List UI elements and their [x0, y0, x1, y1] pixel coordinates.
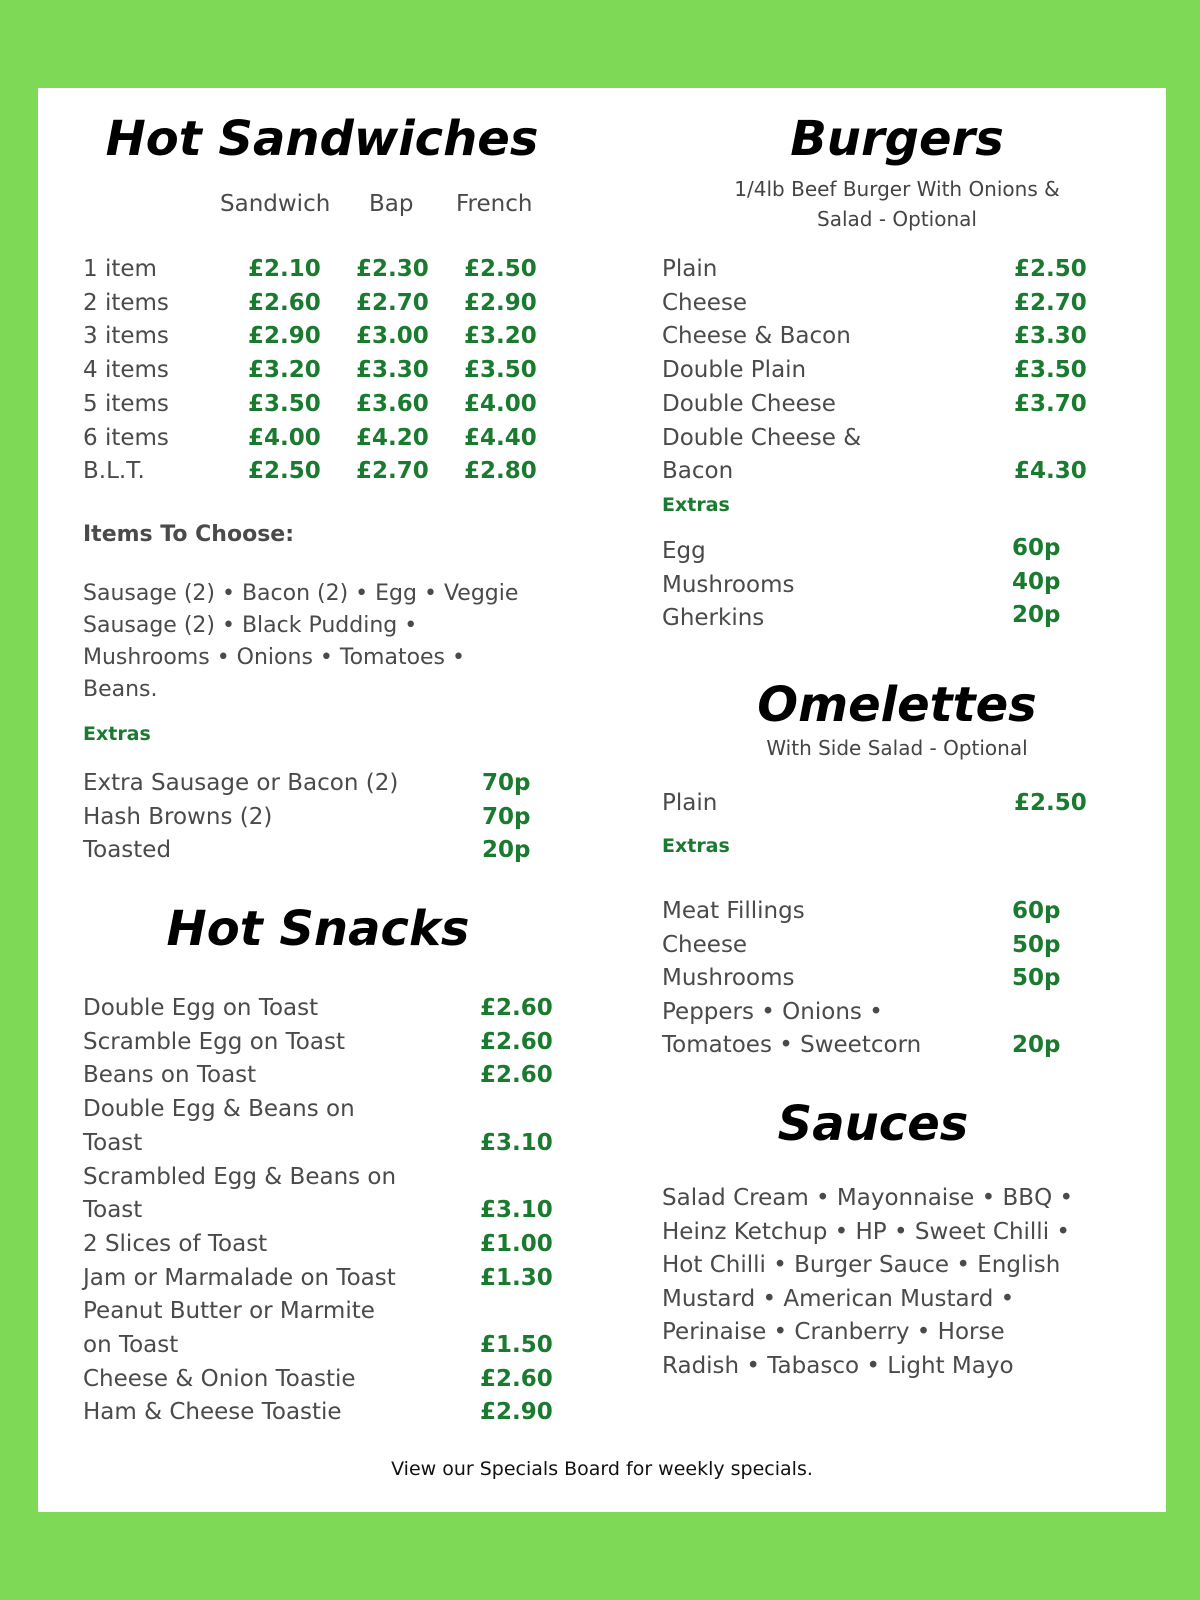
snack-item-label: Scrambled Egg & Beans on: [83, 1163, 397, 1190]
sandwich-row-label: 4 items: [83, 357, 169, 384]
burger-extra-label: Mushrooms: [662, 571, 795, 598]
menu-card: [38, 88, 1166, 1512]
burger-item-label: Double Cheese &: [662, 424, 862, 451]
burger-item-label: Bacon: [662, 458, 734, 485]
snack-item-price: £2.60: [480, 1062, 553, 1089]
burger-item-price: £3.70: [1014, 390, 1087, 417]
sandwich-row-price: £2.70: [356, 458, 429, 485]
burgers-subtitle: [628, 174, 1166, 234]
snack-item-label: 2 Slices of Toast: [83, 1230, 268, 1257]
omelette-item-price: £2.50: [1014, 790, 1087, 816]
snack-item-label: Beans on Toast: [83, 1062, 257, 1089]
sauce-line: Hot Chilli • Burger Sauce • English: [662, 1252, 1061, 1279]
sauces-title: Sauces: [777, 1096, 969, 1152]
sandwich-row-price: £3.00: [356, 323, 429, 350]
omelettes-title: Omelettes: [757, 677, 1037, 733]
omelette-extra-label: Mushrooms: [662, 965, 795, 991]
snack-item-label: Peanut Butter or Marmite: [83, 1298, 375, 1325]
sandwich-row-price: £2.80: [464, 458, 537, 485]
sandwich-row-price: £2.70: [356, 289, 429, 316]
burgers-title: Burgers: [790, 111, 1004, 167]
sandwich-row-price: £3.60: [356, 390, 429, 417]
items-to-choose-line: Sausage (2) • Bacon (2) • Egg • Veggie: [83, 581, 519, 606]
burger-extra-price: 20p: [1012, 602, 1061, 628]
items-to-choose-line: Sausage (2) • Black Pudding •: [83, 613, 418, 638]
column-header-bap: Bap: [369, 191, 414, 217]
omelette-extra-price: 50p: [1012, 965, 1061, 991]
sandwich-row-price: £2.90: [248, 323, 321, 350]
snack-item-label: Toast: [83, 1197, 143, 1224]
sandwich-row-label: 5 items: [83, 390, 169, 417]
snack-item-label: Toast: [83, 1129, 143, 1156]
omelette-item-label: Plain: [662, 790, 718, 816]
sandwich-row-price: £4.00: [248, 424, 321, 451]
snack-item-label: Double Egg on Toast: [83, 995, 319, 1021]
omelette-extra-label: Tomatoes • Sweetcorn: [662, 1032, 922, 1058]
burger-extra-price: 60p: [1012, 535, 1061, 561]
sandwich-row-price: £3.30: [356, 357, 429, 384]
sandwich-row-price: £2.50: [464, 256, 537, 282]
burger-extra-price: 40p: [1012, 568, 1061, 595]
sandwich-row-price: £3.50: [464, 357, 537, 384]
snack-item-label: Double Egg & Beans on: [83, 1096, 355, 1123]
items-to-choose-line: Beans.: [83, 677, 158, 702]
sauce-line: Perinaise • Cranberry • Horse: [662, 1319, 1005, 1346]
burger-item-price: £2.70: [1014, 289, 1087, 316]
snack-item-price: £1.00: [480, 1230, 553, 1257]
sandwich-row-label: 3 items: [83, 323, 169, 350]
omelette-extra-label: Cheese: [662, 931, 748, 958]
column-header-sandwich: Sandwich: [220, 191, 331, 217]
sauce-line: Heinz Ketchup • HP • Sweet Chilli •: [662, 1218, 1070, 1245]
sandwich-row-label: B.L.T.: [83, 458, 145, 485]
burger-extras-label: Extras: [662, 494, 730, 516]
sandwich-row-price: £2.10: [248, 256, 321, 282]
sandwich-extra-label: Hash Browns (2): [83, 803, 273, 830]
burger-item-price: £3.30: [1014, 323, 1087, 350]
snack-item-label: Ham & Cheese Toastie: [83, 1399, 342, 1426]
sauce-line: Mustard • American Mustard •: [662, 1285, 1015, 1312]
items-to-choose-line: Mushrooms • Onions • Tomatoes •: [83, 645, 465, 670]
sandwich-row-price: £3.20: [248, 357, 321, 384]
burger-item-price: £4.30: [1014, 458, 1087, 485]
snack-item-price: £1.30: [480, 1264, 553, 1291]
burgers-subtitle-line: Salad - Optional: [817, 207, 977, 231]
hot-snacks-title: Hot Snacks: [166, 901, 470, 957]
sandwich-row-price: £2.60: [248, 289, 321, 316]
sauce-line: Salad Cream • Mayonnaise • BBQ •: [662, 1185, 1074, 1211]
sandwich-extras-label: Extras: [83, 723, 151, 745]
snack-item-price: £2.90: [480, 1399, 553, 1426]
snack-item-price: £3.10: [480, 1129, 553, 1156]
burger-item-label: Cheese & Bacon: [662, 323, 851, 350]
sandwich-extra-price: 20p: [482, 837, 531, 863]
sandwich-row-price: £4.40: [464, 424, 537, 451]
snack-item-label: on Toast: [83, 1332, 179, 1358]
snack-item-price: £2.60: [480, 1028, 553, 1055]
sandwich-extra-label: Extra Sausage or Bacon (2): [83, 770, 399, 796]
sandwich-extra-label: Toasted: [83, 837, 172, 863]
hot-sandwiches-title: Hot Sandwiches: [105, 111, 539, 167]
burger-item-price: £2.50: [1014, 256, 1087, 282]
items-to-choose-heading: Items To Choose:: [83, 522, 295, 547]
snack-item-price: £2.60: [480, 995, 553, 1021]
omelette-extra-label: Peppers • Onions •: [662, 998, 883, 1025]
burger-extra-label: Egg: [662, 538, 706, 564]
sandwich-row-price: £4.00: [464, 390, 537, 417]
omelette-extra-price: 60p: [1012, 898, 1061, 924]
sauce-line: Radish • Tabasco • Light Mayo: [662, 1353, 1014, 1379]
burger-extra-label: Gherkins: [662, 605, 765, 631]
sandwich-row-label: 1 item: [83, 256, 157, 282]
snack-item-price: £1.50: [480, 1332, 553, 1358]
snack-item-label: Jam or Marmalade on Toast: [83, 1264, 396, 1291]
sandwich-row-price: £2.90: [464, 289, 537, 316]
burger-item-label: Double Cheese: [662, 390, 836, 417]
omelette-extra-label: Meat Fillings: [662, 898, 805, 924]
snack-item-label: Cheese & Onion Toastie: [83, 1365, 356, 1392]
sandwich-row-price: £2.30: [356, 256, 429, 282]
burger-item-label: Cheese: [662, 289, 748, 316]
sandwich-row-label: 6 items: [83, 424, 169, 451]
snack-item-price: £2.60: [480, 1365, 553, 1392]
sandwich-extra-price: 70p: [482, 803, 531, 830]
snack-item-label: Scramble Egg on Toast: [83, 1028, 345, 1055]
omelette-extras-label: Extras: [662, 835, 730, 857]
sandwich-row-price: £4.20: [356, 424, 429, 451]
burger-item-label: Double Plain: [662, 357, 807, 384]
omelette-extra-price: 20p: [1012, 1032, 1061, 1058]
column-header-french: French: [456, 191, 533, 217]
specials-footer: View our Specials Board for weekly specials.: [391, 1458, 813, 1480]
sandwich-row-label: 2 items: [83, 289, 169, 316]
sandwich-row-price: £2.50: [248, 458, 321, 485]
sandwich-row-price: £3.50: [248, 390, 321, 417]
sandwich-row-price: £3.20: [464, 323, 537, 350]
omelette-extra-price: 50p: [1012, 931, 1061, 958]
burger-item-label: Plain: [662, 256, 718, 282]
burger-item-price: £3.50: [1014, 357, 1087, 384]
burgers-subtitle-line: 1/4lb Beef Burger With Onions &: [734, 177, 1060, 201]
snack-item-price: £3.10: [480, 1197, 553, 1224]
sandwich-extra-price: 70p: [482, 770, 531, 796]
omelettes-subtitle: With Side Salad - Optional: [766, 736, 1028, 760]
